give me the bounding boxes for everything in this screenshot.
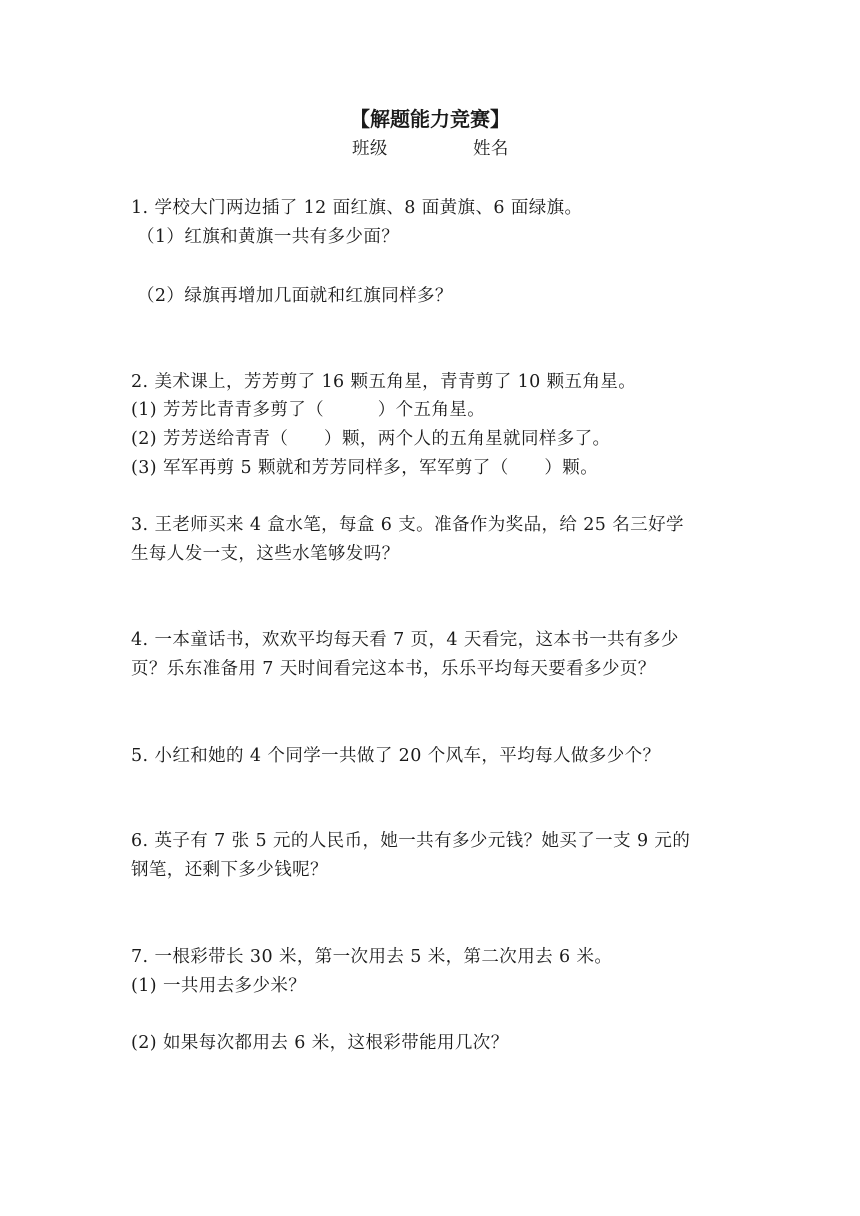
question-3-line-2: 生每人发一支，这些水笔够发吗？ — [131, 544, 400, 564]
question-7-sub-2: (2) 如果每次都用去 6 米，这根彩带能用几次？ — [131, 1033, 509, 1053]
question-2-sub-3: (3) 军军再剪 5 颗就和芳芳同样多，军军剪了（ ）颗。 — [131, 458, 599, 478]
page-title: 【解题能力竞赛】 — [350, 107, 510, 131]
class-label: 班级 — [352, 139, 388, 159]
question-2-sub-2: (2) 芳芳送给青青（ ）颗，两个人的五角星就同样多了。 — [131, 429, 611, 449]
question-7-sub-1: (1) 一共用去多少米？ — [131, 976, 307, 996]
question-6-line-1: 6. 英子有 7 张 5 元的人民币，她一共有多少元钱？她买了一支 9 元的 — [131, 831, 691, 851]
question-1-sub-1: （1）红旗和黄旗一共有多少面？ — [137, 227, 400, 247]
question-4-line-1: 4. 一本童话书，欢欢平均每天看 7 页，4 天看完，这本书一共有多少 — [131, 630, 679, 650]
question-1-stem: 1. 学校大门两边插了 12 面红旗、8 面黄旗、6 面绿旗。 — [131, 198, 583, 218]
question-4-line-2: 页？乐东准备用 7 天时间看完这本书，乐乐平均每天要看多少页？ — [131, 659, 656, 679]
question-1-sub-2: （2）绿旗再增加几面就和红旗同样多？ — [137, 286, 453, 306]
question-5-line-1: 5. 小红和她的 4 个同学一共做了 20 个风车，平均每人做多少个？ — [131, 746, 661, 766]
question-2-stem: 2. 美术课上，芳芳剪了 16 颗五角星，青青剪了 10 颗五角星。 — [131, 372, 637, 392]
question-2-sub-1: (1) 芳芳比青青多剪了（ ）个五角星。 — [131, 400, 486, 420]
question-3-line-1: 3. 王老师买来 4 盒水笔，每盒 6 支。准备作为奖品，给 25 名三好学 — [131, 515, 684, 535]
question-6-line-2: 钢笔，还剩下多少钱呢？ — [131, 860, 328, 880]
name-label: 姓名 — [473, 139, 509, 159]
question-7-stem: 7. 一根彩带长 30 米，第一次用去 5 米，第二次用去 6 米。 — [131, 947, 613, 967]
